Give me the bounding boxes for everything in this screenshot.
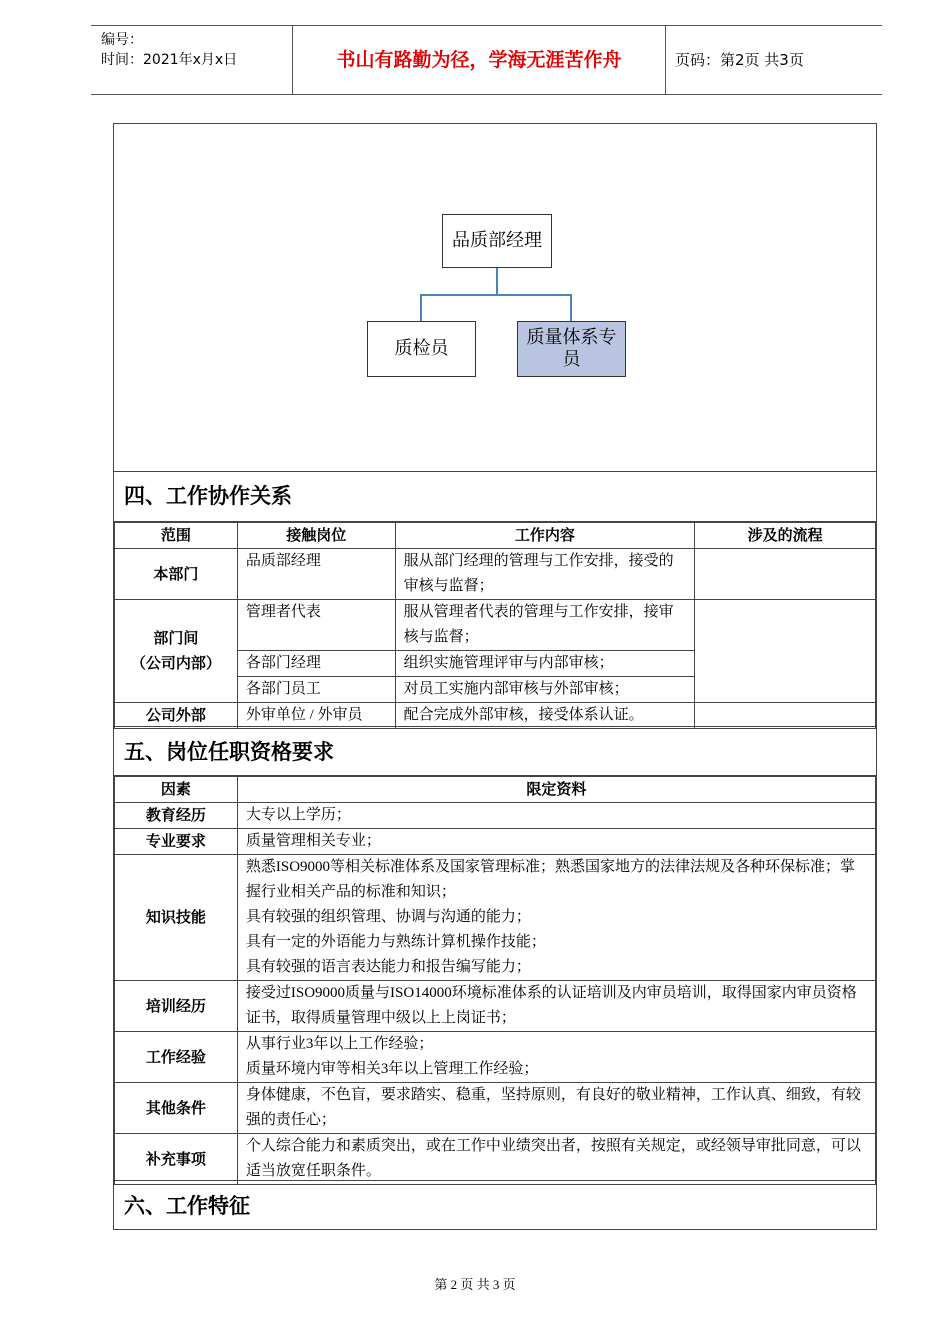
factor-cell: 补充事项 <box>115 1134 238 1185</box>
header-cell: 工作内容 <box>395 523 695 549</box>
page-footer: 第 2 页 共 3 页 <box>434 1277 516 1292</box>
detail-cell <box>237 855 875 981</box>
factor-cell: 专业要求 <box>115 829 238 855</box>
detail-cell: 接受过ISO9000质量与ISO14000环境标准体系的认证培训及内审员培训，取得国家内审员资格证书，取得质量管理中级以上上岗证书； <box>237 981 875 1032</box>
cooperation-table <box>114 522 876 729</box>
post-cell: 各部门员工 <box>237 677 395 703</box>
factor-cell: 其他条件 <box>115 1083 238 1134</box>
scope-cell: 公司外部 <box>115 703 238 729</box>
detail-cell: 身体健康，不色盲，要求踏实、稳重，坚持原则，有良好的敬业精神，工作认真、细致，有较强的责任心； <box>237 1083 875 1134</box>
table-header-row <box>115 777 876 803</box>
header-cell: 范围 <box>115 523 238 549</box>
post-cell: 外审单位 / 外审员 <box>237 703 395 729</box>
org-chart <box>114 124 876 472</box>
section-title: 四、工作协作关系 <box>114 471 876 522</box>
scope-cell: 本部门 <box>115 549 238 600</box>
process-cell <box>695 600 876 703</box>
qualification-table <box>114 776 876 1185</box>
org-node-manager: 品质部经理 <box>442 214 552 268</box>
document-frame <box>113 123 877 1230</box>
factor-cell: 知识技能 <box>115 855 238 981</box>
factor-cell: 工作经验 <box>115 1032 238 1083</box>
org-node-inspector: 质检员 <box>367 321 476 377</box>
factor-cell: 培训经历 <box>115 981 238 1032</box>
connector-line <box>420 294 572 296</box>
date-label: 时间：2021年x月x日 <box>101 52 238 68</box>
connector-line <box>496 268 498 296</box>
factor-cell: 教育经历 <box>115 803 238 829</box>
table-row <box>115 549 876 600</box>
scope-cell <box>115 600 238 703</box>
detail-line: 熟悉ISO9000等相关标准体系及国家管理标准；熟悉国家地方的法律法规及各种环保标准；掌握行业相关产品的标准和知识； <box>245 859 856 900</box>
table-row <box>115 803 876 829</box>
table-row <box>115 855 876 981</box>
content-cell: 服从管理者代表的管理与工作安排，接审核与监督； <box>395 600 695 651</box>
table-header-row <box>115 523 876 549</box>
content-cell: 服从部门经理的管理与工作安排，接受的审核与监督； <box>395 549 695 600</box>
connector-line <box>570 294 572 321</box>
header-meta <box>101 30 237 70</box>
content-cell: 组织实施管理评审与内部审核； <box>395 651 695 677</box>
detail-cell: 质量管理相关专业； <box>237 829 875 855</box>
content-cell: 对员工实施内部审核与外部审核； <box>395 677 695 703</box>
detail-line: 质量环境内审等相关3年以上管理工作经验； <box>245 1061 539 1077</box>
detail-line: 具有较强的语言表达能力和报告编写能力； <box>245 959 531 975</box>
table-row <box>115 703 876 729</box>
number-label: 编号： <box>101 32 143 48</box>
post-cell: 各部门经理 <box>237 651 395 677</box>
table-row <box>115 1032 876 1083</box>
detail-line: 具有较强的组织管理、协调与沟通的能力； <box>245 909 531 925</box>
divider <box>665 26 666 94</box>
table-row <box>115 981 876 1032</box>
detail-line: 从事行业3年以上工作经验； <box>245 1036 434 1052</box>
scope-sublabel: （公司内部） <box>130 654 221 672</box>
table-row <box>115 1083 876 1134</box>
header-motto: 书山有路勤为径，学海无涯苦作舟 <box>336 49 622 71</box>
post-cell: 品质部经理 <box>237 549 395 600</box>
detail-cell: 个人综合能力和素质突出，或在工作中业绩突出者，按照有关规定，或经领导审批同意，可以适当放宽任职条件。 <box>237 1134 875 1185</box>
scope-label: 部门间 <box>153 629 199 647</box>
detail-cell: 大专以上学历； <box>237 803 875 829</box>
content-cell: 配合完成外部审核，接受体系认证。 <box>395 703 695 729</box>
org-node-system-specialist: 质量体系专员 <box>517 321 626 377</box>
header-cell: 因素 <box>115 777 238 803</box>
post-cell: 管理者代表 <box>237 600 395 651</box>
table-row <box>115 1134 876 1185</box>
connector-line <box>420 294 422 321</box>
page-label: 页码：第2页 共3页 <box>675 51 804 69</box>
section-title: 五、岗位任职资格要求 <box>114 726 876 776</box>
section-title: 六、工作特征 <box>114 1180 876 1230</box>
detail-line: 具有一定的外语能力与熟练计算机操作技能； <box>245 934 546 950</box>
header-cell: 限定资料 <box>237 777 875 803</box>
table-row <box>115 829 876 855</box>
process-cell <box>695 549 876 600</box>
table-row <box>115 600 876 651</box>
process-cell <box>695 703 876 729</box>
page-header <box>91 25 882 95</box>
detail-cell <box>237 1032 875 1083</box>
header-cell: 接触岗位 <box>237 523 395 549</box>
header-cell: 涉及的流程 <box>695 523 876 549</box>
